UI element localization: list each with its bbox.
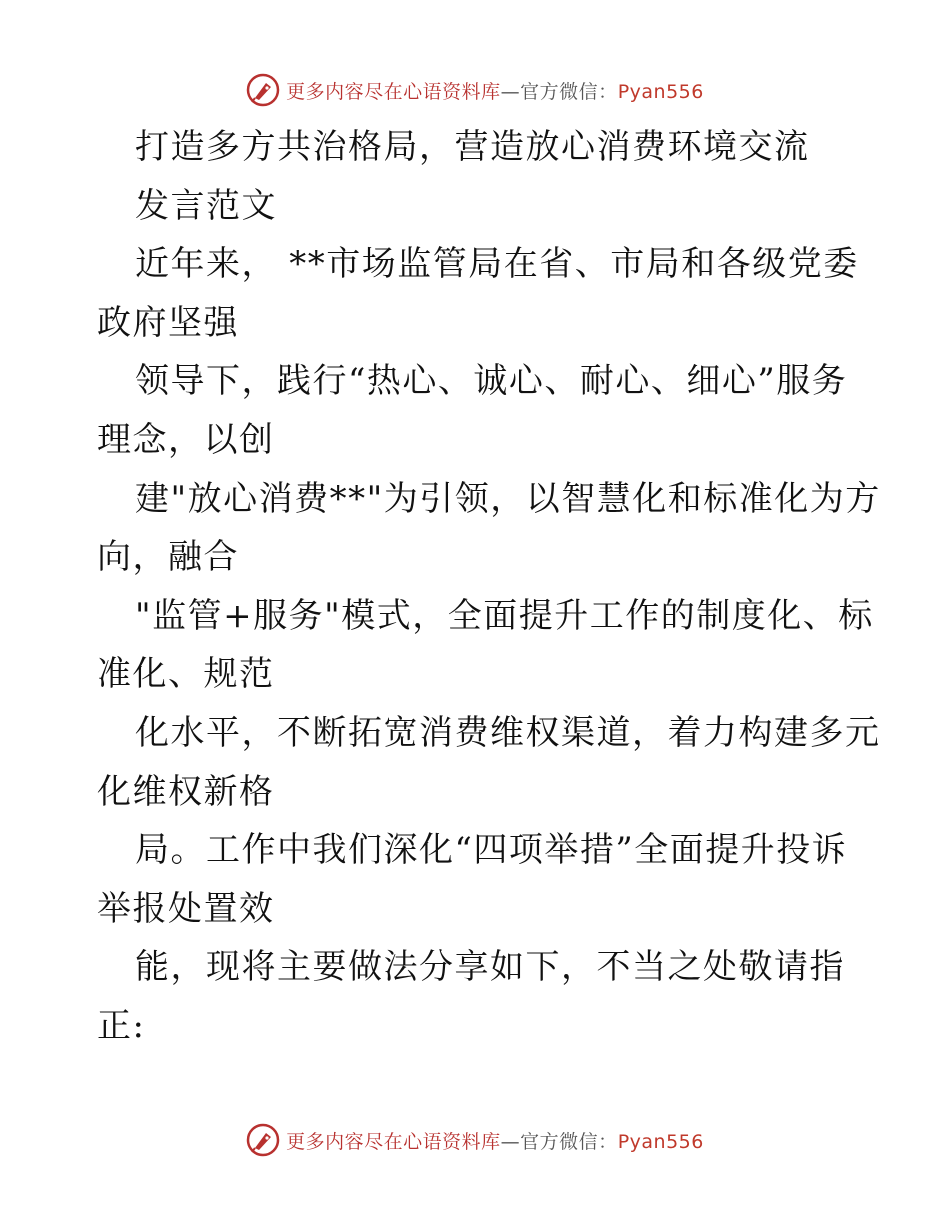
doc-line: 发言范文 [135, 185, 277, 226]
watermark-suffix: —官方微信： [500, 80, 618, 103]
doc-line: 政府坚强 [97, 302, 239, 343]
doc-line: 打造多方共治格局，营造放心消费环境交流 [135, 127, 810, 167]
pen-nib-icon [246, 73, 280, 107]
doc-line: 举报处置效 [97, 888, 275, 929]
doc-line: 领导下，践行“热心、诚心、耐心、细心”服务 [135, 361, 848, 402]
footer-watermark [0, 1120, 950, 1160]
doc-line: 理念，以创 [97, 419, 275, 460]
watermark-text [286, 77, 704, 104]
doc-line: 向，融合 [97, 537, 239, 578]
doc-line: 化维权新格 [97, 771, 275, 812]
watermark-id: Pyan556 [617, 80, 704, 103]
watermark-id: Pyan556 [617, 1130, 704, 1153]
watermark-suffix: —官方微信： [500, 1130, 618, 1153]
document-body [97, 118, 881, 1056]
header-watermark [0, 70, 950, 110]
doc-line: 建"放心消费**"为引领，以智慧化和标准化为方 [135, 478, 881, 519]
doc-line: 正: [97, 1005, 146, 1046]
watermark-text [286, 1127, 704, 1154]
watermark-main: 更多内容尽在心语资料库 [286, 1130, 501, 1153]
doc-line: "监管+服务"模式，全面提升工作的制度化、标 [135, 595, 874, 636]
doc-line: 准化、规范 [97, 654, 275, 695]
doc-line: 化水平，不断拓宽消费维权渠道，着力构建多元 [135, 712, 881, 753]
doc-line: 能，现将主要做法分享如下，不当之处敬请指 [135, 947, 845, 988]
doc-line: 局。工作中我们深化“四项举措”全面提升投诉 [135, 830, 848, 871]
watermark-main: 更多内容尽在心语资料库 [286, 80, 501, 103]
doc-line: 近年来， **市场监管局在省、市局和各级党委 [135, 244, 859, 285]
pen-nib-icon [246, 1123, 280, 1157]
